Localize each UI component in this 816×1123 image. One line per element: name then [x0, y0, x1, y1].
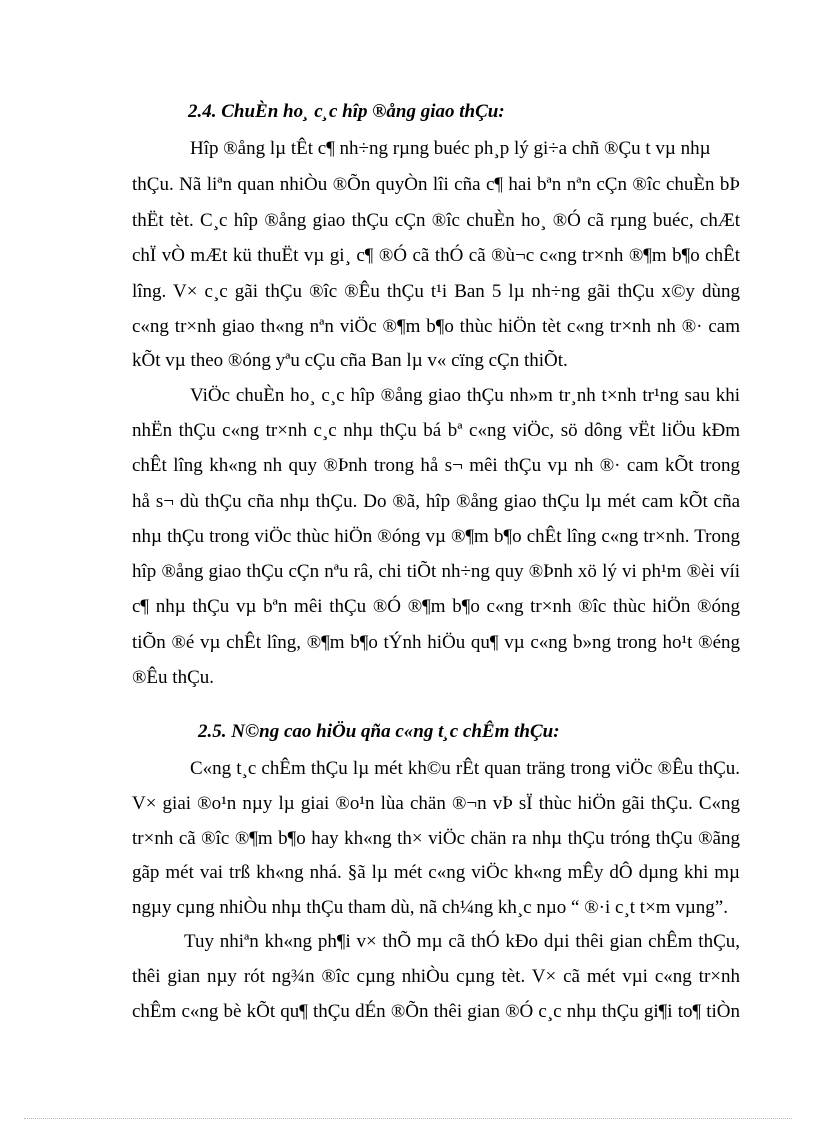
paragraph-line: gãp mét vai trß kh«ng nhá. §ã lµ mét c«ng viÖc kh«ng mÊy dÔ dµng khi mµ — [132, 862, 740, 883]
paragraph-line: c¶ nhµ thÇu vµ bªn mêi thÇu ®Ó ®¶m b¶o c«ng tr×nh ®îc thùc hiÖn ®óng — [132, 596, 740, 617]
paragraph-line: Hîp ®ång lµ tÊt c¶ nh÷ng rµng buéc ph¸p lý gi÷a chñ ®Çu t vµ nhµ — [190, 138, 711, 159]
paragraph-line: chÊm c«ng bè kÕt qu¶ thÇu dÉn ®Õn thêi gian ®Ó c¸c nhµ thÇu gi¶i to¶ tiÒn — [132, 1001, 740, 1022]
paragraph-line: chÊt lîng kh«ng nh quy ®Þnh trong hå s¬ mêi thÇu vµ nh ®· cam kÕt trong — [132, 455, 740, 476]
paragraph-line: ®Êu thÇu. — [132, 667, 214, 688]
paragraph-line: lîng. V× c¸c gãi thÇu ®îc ®Êu thÇu t¹i Ban 5 lµ nh÷ng gãi thÇu x©y dùng — [132, 281, 740, 302]
paragraph-line: tiÕn ®é vµ chÊt lîng, ®¶m b¶o tÝnh hiÖu qu¶ vµ c«ng b»ng trong ho¹t ®éng — [132, 632, 740, 653]
paragraph-line: hîp ®ång giao thÇu cÇn nªu râ, chi tiÕt nh÷ng quy ®Þnh xö lý vi ph¹m ®èi víi — [132, 561, 740, 582]
paragraph-line: kÕt vµ theo ®óng yªu cÇu cña Ban lµ v« cïng cÇn thiÕt. — [132, 350, 568, 371]
paragraph-line: thÇu. Nã liªn quan nhiÒu ®Õn quyÒn lîi cña c¶ hai bªn nªn cÇn ®îc chuÈn bÞ — [132, 174, 740, 195]
paragraph-line: chÏ vÒ mÆt kü thuËt vµ gi¸ c¶ ®Ó cã thÓ cã ®ù¬c c«ng tr×nh ®¶m b¶o chÊt — [132, 245, 740, 266]
paragraph-line: thËt tèt. C¸c hîp ®ång giao thÇu cÇn ®îc chuÈn ho¸ ®Ó cã rµng buéc, chÆt — [132, 210, 740, 231]
paragraph-line: tr×nh cã ®îc ®¶m b¶o hay kh«ng th× viÖc chän ra nhµ thÇu tróng thÇu ®ãng — [132, 828, 740, 849]
paragraph-line: V× giai ®o¹n nµy lµ giai ®o¹n lùa chän ®¬n vÞ sÏ thùc hiÖn gãi thÇu. C«ng — [132, 793, 740, 814]
paragraph-line: ViÖc chuÈn ho¸ c¸c hîp ®ång giao thÇu nh»m tr¸nh t×nh tr¹ng sau khi — [190, 385, 740, 406]
section-heading-2-5: 2.5. N©ng cao hiÖu qña c«ng t¸c chÊm thÇu: — [198, 721, 560, 742]
paragraph-line: nhËn thÇu c«ng tr×nh c¸c nhµ thÇu bá bª c«ng viÖc, sö dông vËt liÖu kÐm — [132, 420, 740, 441]
bottom-dotted-rule — [24, 1118, 792, 1119]
paragraph-line: thêi gian nµy rót ng¾n ®îc cµng nhiÒu cµng tèt. V× cã mét vµi c«ng tr×nh — [132, 966, 740, 987]
section-heading-2-4: 2.4. ChuÈn ho¸ c¸c hîp ®ång giao thÇu: — [188, 101, 505, 122]
paragraph-line: ngµy cµng nhiÒu nhµ thÇu tham dù, nã ch¼ng kh¸c nµo “ ®·i c¸t t×m vµng”. — [132, 897, 728, 918]
paragraph-line: c«ng tr×nh giao th«ng nªn viÖc ®¶m b¶o thùc hiÖn tèt c«ng tr×nh nh ®· cam — [132, 316, 740, 337]
paragraph-line: hå s¬ dù thÇu cña nhµ thÇu. Do ®ã, hîp ®ång giao thÇu lµ mét cam kÕt cña — [132, 491, 740, 512]
paragraph-line: C«ng t¸c chÊm thÇu lµ mét kh©u rÊt quan träng trong viÖc ®Êu thÇu. — [190, 758, 740, 779]
paragraph-line: nhµ thÇu trong viÖc thùc hiÖn ®óng vµ ®¶m b¶o chÊt lîng c«ng tr×nh. Trong — [132, 526, 740, 547]
paragraph-line: Tuy nhiªn kh«ng ph¶i v× thÕ mµ cã thÓ kÐo dµi thêi gian chÊm thÇu, — [184, 931, 740, 952]
